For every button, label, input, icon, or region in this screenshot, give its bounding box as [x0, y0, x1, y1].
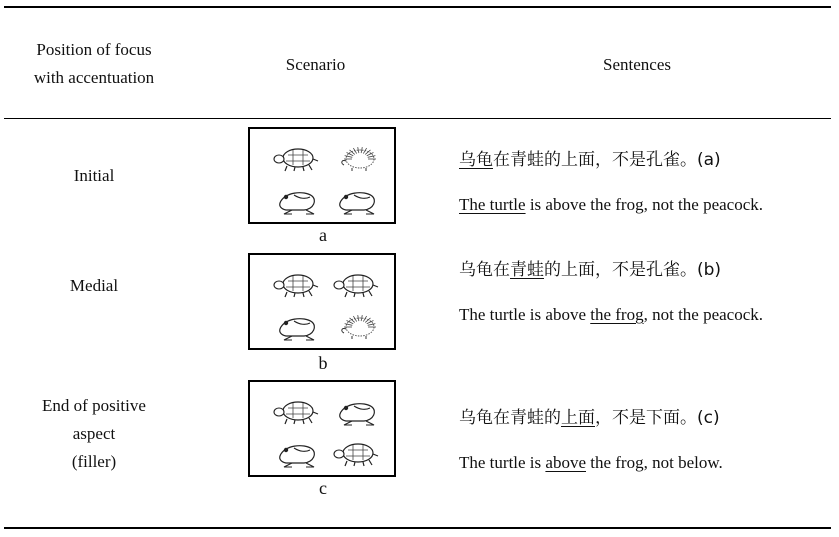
frog-icon	[340, 193, 375, 214]
scenario-a-svg	[250, 129, 398, 226]
scenario-b-svg	[250, 255, 398, 352]
scenario-picture-b	[248, 253, 396, 350]
hedgehog-icon	[342, 315, 376, 339]
table-header-rule	[4, 118, 831, 119]
header-position-of-focus: Position of focus with accentuation	[33, 40, 155, 87]
turtle-icon	[274, 275, 318, 297]
focus-word: above	[545, 453, 586, 472]
focus-word: The turtle	[459, 195, 526, 214]
table-top-rule	[4, 6, 831, 8]
scenario-c-svg	[250, 382, 398, 479]
focus-word: 上面	[561, 408, 595, 428]
sentence-en-b: The turtle is above the frog, not the peacock.	[459, 305, 764, 324]
hedgehog-icon	[342, 147, 376, 171]
focus-word: 青蛙	[510, 260, 544, 280]
frog-icon	[280, 446, 315, 467]
frog-icon	[280, 193, 315, 214]
turtle-icon	[334, 275, 378, 297]
scenario-caption-a: a	[319, 225, 327, 245]
scenario-picture-c	[248, 380, 396, 477]
focus-word: the frog	[590, 305, 644, 324]
scenario-picture-a	[248, 127, 396, 224]
sentence-en-c: The turtle is above the frog, not below.	[459, 453, 723, 472]
focus-word: 乌龟	[459, 150, 493, 170]
position-label-end-of-positive-aspect: End of positive aspect (filler)	[42, 396, 146, 471]
turtle-icon	[334, 444, 378, 466]
turtle-icon	[274, 149, 318, 171]
sentence-en-a: The turtle is above the frog, not the peacock.	[459, 195, 764, 214]
scenario-caption-b: b	[318, 353, 328, 373]
header-sentences: Sentences	[603, 55, 671, 74]
position-label-initial: Initial	[73, 166, 115, 185]
position-label-medial: Medial	[69, 276, 119, 295]
table-bottom-rule	[4, 527, 831, 529]
turtle-icon	[274, 402, 318, 424]
sentence-zh-c: 乌龟在青蛙的上面，不是下面。(c)	[459, 408, 720, 428]
scenario-caption-c: c	[319, 478, 327, 498]
header-scenario: Scenario	[285, 55, 346, 74]
frog-icon	[280, 319, 315, 340]
sentence-zh-a: 乌龟在青蛙的上面，不是孔雀。(a)	[459, 150, 721, 170]
frog-icon	[340, 404, 375, 425]
sentence-zh-b: 乌龟在青蛙的上面，不是孔雀。(b)	[459, 260, 722, 280]
